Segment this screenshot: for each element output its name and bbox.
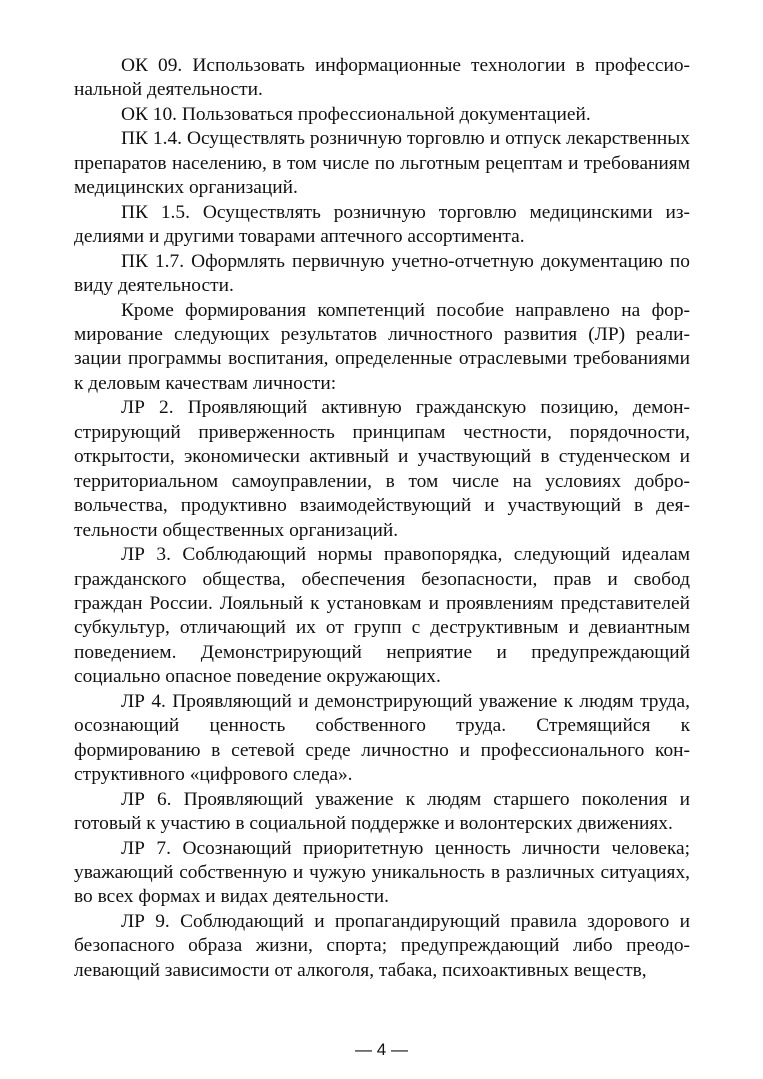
page-number: — 4 —: [355, 1040, 408, 1059]
paragraph-pk-1-5: ПК 1.5. Осуществлять розничную торговлю медицинскими изделиями и другими товарами аптечного ассортимента.: [74, 201, 690, 248]
paragraph-lr-4: ЛР 4. Проявляющий и демонстрирующий уважение к людям труда, осознающий ценность собственного труда. Стремящийся к формированию в сетевой среде личностно и профессионального конструктивного «цифрового следа».: [74, 690, 690, 786]
paragraph-lr-9: ЛР 9. Соблюдающий и пропагандирующий правила здорового и безопасного образа жизни, спорта; предупреждающий либо преодолевающий зависимости от алкоголя, табака, психоактивных веществ,: [74, 910, 690, 981]
paragraph-ok-09: ОК 09. Использовать информационные технологии в профессиональной деятельности.: [74, 55, 690, 101]
paragraph-lr-2: ЛР 2. Проявляющий активную гражданскую позицию, демонстрирующий приверженность принципам честности, порядочности, открытости, экономически активный и участвующий в студенческом и территориальном самоуправлении, в том числе на условиях добровольчества, продуктивно взаимодействующий и участвующий в деятельности общественных организаций.: [74, 397, 690, 541]
paragraph-ok-10: ОК 10. Пользоваться профессиональной документацией.: [121, 103, 591, 125]
paragraph-intro-lr: Кроме формирования компетенций пособие направлено на формирование следующих результатов личностного развития (ЛР) реализации программы воспитания, определенные отраслевыми требованиями к деловым качествам личности:: [74, 299, 690, 394]
paragraph-pk-1-7: ПК 1.7. Оформлять первичную учетно-отчетную документацию по виду деятельности.: [74, 250, 690, 297]
page-body: [74, 54, 690, 983]
paragraph-lr-3: ЛР 3. Соблюдающий нормы правопорядка, следующий идеалам гражданского общества, обеспечения безопасности, прав и свобод граждан России. Лояльный к установкам и проявлениям представителей субкультур, отличающий их от групп с деструктивным и девиантным поведением. Демонстрирующий неприятие и предупреждающий социально опасное поведение окружающих.: [74, 544, 690, 688]
paragraph-lr-7: ЛР 7. Осознающий приоритетную ценность личности человека; уважающий собственную и чужую уникальность в различных ситуациях, во всех формах и видах деятельности.: [74, 837, 690, 908]
paragraph-lr-6: ЛР 6. Проявляющий уважение к людям старшего поколения и готовый к участию в социальной поддержке и волонтерских движениях.: [74, 788, 690, 835]
paragraph-pk-1-4: ПК 1.4. Осуществлять розничную торговлю и отпуск лекарственных препаратов населению, в том числе по льготным рецептам и требованиям медицинских организаций.: [74, 128, 690, 199]
